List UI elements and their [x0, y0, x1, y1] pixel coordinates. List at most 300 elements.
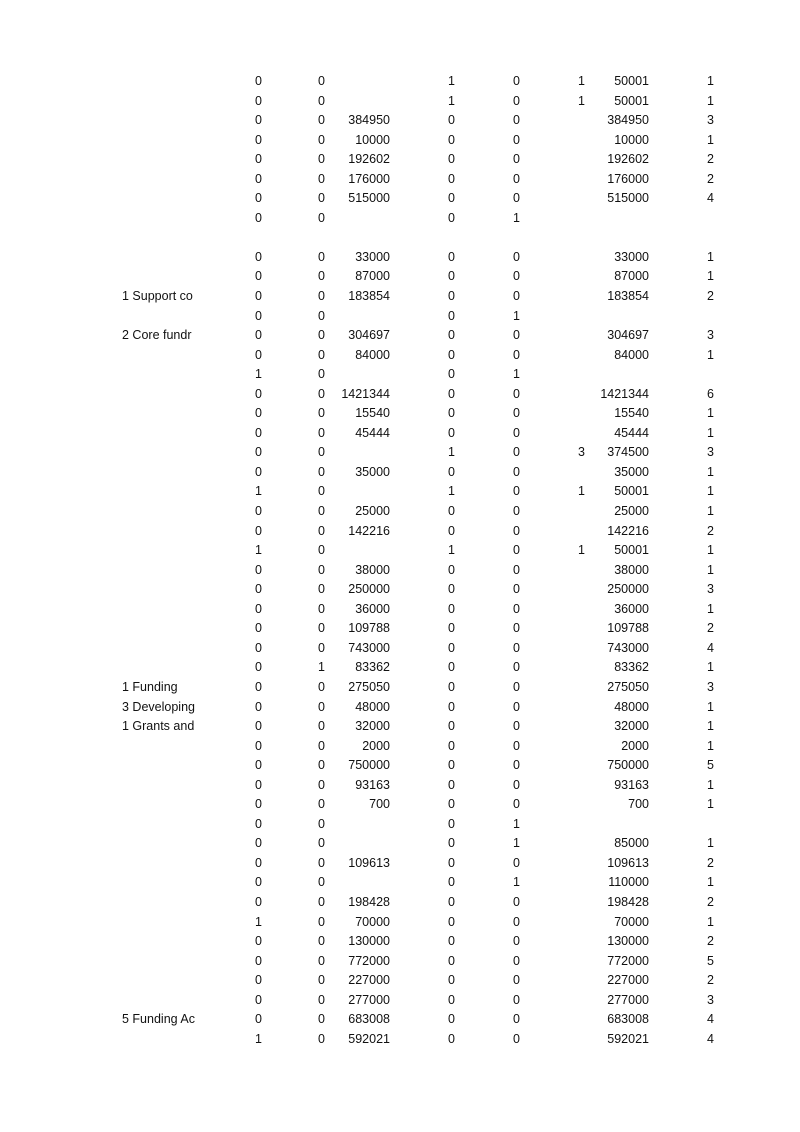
- table-cell: 0: [513, 152, 520, 167]
- table-cell: 2: [707, 934, 714, 949]
- table-cell: 0: [448, 621, 455, 636]
- table-cell: 0: [513, 249, 520, 264]
- table-row: [0, 952, 800, 972]
- table-cell: 0: [255, 308, 262, 323]
- table-cell: 0: [318, 836, 325, 851]
- table-cell: 1: [448, 484, 455, 499]
- table-cell: 1: [707, 914, 714, 929]
- table-cell: 1: [513, 308, 520, 323]
- table-row: [0, 111, 800, 131]
- row-label-cell: 2 Core fundr: [122, 328, 192, 343]
- table-row: [0, 326, 800, 346]
- table-cell: 0: [448, 992, 455, 1007]
- table-cell: 0: [255, 249, 262, 264]
- table-row: [0, 209, 800, 229]
- table-cell: 0: [255, 973, 262, 988]
- table-cell: 3: [707, 113, 714, 128]
- table-cell: 2: [707, 523, 714, 538]
- table-cell: 0: [255, 464, 262, 479]
- table-cell: 0: [448, 347, 455, 362]
- table-row: [0, 795, 800, 815]
- table-cell: 45444: [355, 425, 390, 440]
- table-cell: 515000: [607, 191, 649, 206]
- table-cell: 0: [318, 289, 325, 304]
- table-cell: 683008: [348, 1012, 390, 1027]
- table-cell: 50001: [614, 93, 649, 108]
- table-cell: 1: [707, 699, 714, 714]
- table-cell: 0: [448, 249, 455, 264]
- table-row: [0, 893, 800, 913]
- table-cell: 0: [255, 934, 262, 949]
- table-cell: 0: [318, 1031, 325, 1046]
- table-cell: 35000: [355, 464, 390, 479]
- table-cell: 1: [255, 484, 262, 499]
- table-row: [0, 443, 800, 463]
- table-cell: 87000: [355, 269, 390, 284]
- table-cell: 0: [448, 367, 455, 382]
- table-cell: 0: [513, 973, 520, 988]
- table-cell: 1: [707, 93, 714, 108]
- table-cell: 50001: [614, 543, 649, 558]
- table-cell: 1: [448, 445, 455, 460]
- table-cell: 6: [707, 386, 714, 401]
- table-cell: 0: [513, 269, 520, 284]
- table-cell: 0: [318, 445, 325, 460]
- table-cell: 0: [255, 171, 262, 186]
- table-cell: 2: [707, 894, 714, 909]
- table-cell: 0: [255, 758, 262, 773]
- table-cell: 0: [448, 132, 455, 147]
- table-cell: 0: [513, 738, 520, 753]
- table-cell: 0: [255, 816, 262, 831]
- table-cell: 0: [513, 464, 520, 479]
- table-cell: 2000: [362, 738, 390, 753]
- table-cell: 32000: [355, 719, 390, 734]
- table-cell: 0: [513, 797, 520, 812]
- table-row: [0, 854, 800, 874]
- table-cell: 0: [255, 621, 262, 636]
- table-cell: 0: [255, 894, 262, 909]
- table-cell: 0: [513, 777, 520, 792]
- table-cell: 1: [707, 132, 714, 147]
- table-cell: 0: [255, 855, 262, 870]
- table-cell: 183854: [607, 289, 649, 304]
- table-cell: 0: [255, 777, 262, 792]
- table-cell: 0: [448, 777, 455, 792]
- table-cell: 0: [513, 699, 520, 714]
- table-cell: 0: [318, 210, 325, 225]
- table-cell: 0: [448, 758, 455, 773]
- table-cell: 0: [513, 74, 520, 88]
- table-cell: 1: [707, 719, 714, 734]
- table-cell: 1: [707, 249, 714, 264]
- table-cell: 1: [448, 74, 455, 88]
- table-cell: 0: [255, 640, 262, 655]
- table-cell: 0: [448, 152, 455, 167]
- table-cell: 0: [318, 758, 325, 773]
- table-cell: 4: [707, 1031, 714, 1046]
- table-row: [0, 737, 800, 757]
- table-cell: 750000: [607, 758, 649, 773]
- table-cell: 0: [513, 484, 520, 499]
- table-cell: 0: [318, 640, 325, 655]
- table-cell: 1: [707, 543, 714, 558]
- table-cell: 0: [318, 953, 325, 968]
- table-cell: 0: [448, 855, 455, 870]
- table-cell: 743000: [607, 640, 649, 655]
- table-cell: 1: [255, 367, 262, 382]
- table-cell: 87000: [614, 269, 649, 284]
- table-cell: 683008: [607, 1012, 649, 1027]
- table-cell: 0: [255, 562, 262, 577]
- table-cell: 1421344: [600, 386, 649, 401]
- table-row: [0, 561, 800, 581]
- table-row: [0, 834, 800, 854]
- table-cell: 0: [448, 836, 455, 851]
- table-row: [0, 619, 800, 639]
- table-row: [0, 639, 800, 659]
- table-cell: 0: [513, 679, 520, 694]
- table-cell: 1: [578, 93, 585, 108]
- table-cell: 1: [707, 406, 714, 421]
- table-row: [0, 189, 800, 209]
- table-cell: 1: [707, 601, 714, 616]
- table-cell: 0: [448, 171, 455, 186]
- table-cell: 0: [255, 953, 262, 968]
- table-cell: 304697: [607, 328, 649, 343]
- table-cell: 15540: [355, 406, 390, 421]
- table-row: [0, 1010, 800, 1030]
- table-cell: 0: [513, 934, 520, 949]
- table-cell: 25000: [614, 504, 649, 519]
- table-cell: 1: [707, 269, 714, 284]
- table-cell: 0: [318, 152, 325, 167]
- table-cell: 0: [448, 308, 455, 323]
- table-cell: 0: [318, 875, 325, 890]
- table-cell: 0: [448, 464, 455, 479]
- table-cell: 50001: [614, 484, 649, 499]
- table-cell: 0: [513, 1012, 520, 1027]
- table-cell: 0: [255, 406, 262, 421]
- table-cell: 0: [318, 269, 325, 284]
- table-cell: 0: [318, 582, 325, 597]
- table-cell: 0: [318, 973, 325, 988]
- table-cell: 0: [255, 836, 262, 851]
- table-cell: 0: [318, 914, 325, 929]
- table-cell: 0: [513, 113, 520, 128]
- table-cell: 1: [707, 836, 714, 851]
- table-row: [0, 580, 800, 600]
- table-cell: 0: [448, 601, 455, 616]
- table-cell: 0: [448, 1012, 455, 1027]
- table-cell: 0: [255, 210, 262, 225]
- table-cell: 0: [255, 386, 262, 401]
- table-cell: 3: [707, 679, 714, 694]
- table-cell: 227000: [348, 973, 390, 988]
- table-row: [0, 658, 800, 678]
- table-cell: 1: [513, 367, 520, 382]
- table-cell: 0: [513, 171, 520, 186]
- table-cell: 1: [707, 74, 714, 88]
- table-cell: 0: [448, 973, 455, 988]
- table-cell: 0: [513, 386, 520, 401]
- table-cell: 227000: [607, 973, 649, 988]
- table-cell: 0: [318, 171, 325, 186]
- table-row: [0, 307, 800, 327]
- table-row: [0, 522, 800, 542]
- table-cell: 0: [513, 953, 520, 968]
- table-cell: 0: [448, 406, 455, 421]
- table-cell: 384950: [607, 113, 649, 128]
- table-cell: 0: [255, 113, 262, 128]
- table-cell: 0: [255, 328, 262, 343]
- table-cell: 515000: [348, 191, 390, 206]
- table-row: [0, 346, 800, 366]
- table-cell: 700: [369, 797, 390, 812]
- table-row: [0, 600, 800, 620]
- row-label-cell: 1 Support co: [122, 289, 193, 304]
- table-cell: 0: [448, 719, 455, 734]
- table-row: [0, 541, 800, 561]
- table-cell: 250000: [607, 582, 649, 597]
- table-cell: 70000: [355, 914, 390, 929]
- table-cell: 0: [318, 523, 325, 538]
- table-cell: 0: [448, 738, 455, 753]
- table-cell: 1: [707, 562, 714, 577]
- table-row: [0, 365, 800, 385]
- table-cell: 176000: [348, 171, 390, 186]
- table-cell: 0: [255, 132, 262, 147]
- table-cell: 0: [255, 582, 262, 597]
- table-cell: 1: [578, 484, 585, 499]
- table-cell: 277000: [348, 992, 390, 1007]
- table-cell: 83362: [614, 660, 649, 675]
- table-cell: 1: [448, 543, 455, 558]
- table-cell: 0: [448, 816, 455, 831]
- table-cell: 130000: [607, 934, 649, 949]
- table-cell: 2: [707, 855, 714, 870]
- table-cell: 0: [318, 543, 325, 558]
- table-cell: 250000: [348, 582, 390, 597]
- table-cell: 183854: [348, 289, 390, 304]
- table-cell: 0: [255, 445, 262, 460]
- table-row: [0, 482, 800, 502]
- table-cell: 2: [707, 621, 714, 636]
- table-cell: 32000: [614, 719, 649, 734]
- table-cell: 0: [255, 289, 262, 304]
- table-cell: 0: [513, 132, 520, 147]
- table-cell: 0: [513, 640, 520, 655]
- table-cell: 33000: [355, 249, 390, 264]
- table-cell: 0: [255, 992, 262, 1007]
- table-cell: 0: [513, 660, 520, 675]
- table-cell: 592021: [607, 1031, 649, 1046]
- table-cell: 0: [448, 914, 455, 929]
- table-cell: 0: [318, 464, 325, 479]
- table-cell: 0: [255, 875, 262, 890]
- table-cell: 0: [513, 445, 520, 460]
- table-cell: 0: [255, 679, 262, 694]
- table-cell: 1: [707, 875, 714, 890]
- table-cell: 0: [318, 93, 325, 108]
- table-cell: 0: [255, 152, 262, 167]
- table-cell: 0: [513, 406, 520, 421]
- table-cell: 93163: [614, 777, 649, 792]
- table-cell: 0: [255, 719, 262, 734]
- table-cell: 0: [255, 269, 262, 284]
- table-cell: 0: [318, 699, 325, 714]
- table-cell: 45444: [614, 425, 649, 440]
- table-cell: 192602: [607, 152, 649, 167]
- table-row: [0, 717, 800, 737]
- table-cell: 0: [255, 699, 262, 714]
- table-cell: 0: [318, 347, 325, 362]
- table-cell: 0: [318, 425, 325, 440]
- table-cell: 0: [318, 816, 325, 831]
- table-cell: 0: [318, 562, 325, 577]
- table-cell: 0: [448, 562, 455, 577]
- table-row: [0, 776, 800, 796]
- table-cell: 0: [448, 582, 455, 597]
- table-cell: 33000: [614, 249, 649, 264]
- table-cell: 0: [448, 386, 455, 401]
- table-cell: 2: [707, 171, 714, 186]
- table-cell: 1: [255, 543, 262, 558]
- table-row: [0, 756, 800, 776]
- table-cell: 85000: [614, 836, 649, 851]
- table-cell: 0: [448, 934, 455, 949]
- table-cell: 0: [448, 328, 455, 343]
- table-cell: 35000: [614, 464, 649, 479]
- table-cell: 192602: [348, 152, 390, 167]
- table-cell: 4: [707, 1012, 714, 1027]
- table-cell: 0: [513, 562, 520, 577]
- table-cell: 38000: [355, 562, 390, 577]
- table-cell: 0: [448, 679, 455, 694]
- table-cell: 4: [707, 640, 714, 655]
- table-cell: 0: [318, 777, 325, 792]
- spreadsheet-page: [0, 72, 800, 1049]
- table-cell: 1: [513, 836, 520, 851]
- table-cell: 0: [318, 406, 325, 421]
- table-row: [0, 815, 800, 835]
- table-cell: 198428: [607, 894, 649, 909]
- row-label-cell: 3 Developing: [122, 699, 195, 714]
- table-row: [0, 913, 800, 933]
- table-cell: 0: [318, 367, 325, 382]
- table-cell: 2: [707, 152, 714, 167]
- table-cell: 1: [707, 484, 714, 499]
- table-cell: 0: [513, 914, 520, 929]
- table-cell: 15540: [614, 406, 649, 421]
- table-cell: 304697: [348, 328, 390, 343]
- table-cell: 130000: [348, 934, 390, 949]
- table-cell: 0: [318, 855, 325, 870]
- table-cell: 0: [318, 934, 325, 949]
- table-row: [0, 463, 800, 483]
- row-label-cell: 5 Funding Ac: [122, 1012, 195, 1027]
- table-row: [0, 971, 800, 991]
- table-cell: 2: [707, 289, 714, 304]
- table-row: [0, 150, 800, 170]
- table-cell: 0: [448, 699, 455, 714]
- table-row: [0, 228, 800, 248]
- table-cell: 3: [707, 582, 714, 597]
- table-cell: 0: [318, 894, 325, 909]
- table-cell: 38000: [614, 562, 649, 577]
- table-cell: 750000: [348, 758, 390, 773]
- table-cell: 0: [513, 93, 520, 108]
- table-cell: 10000: [355, 132, 390, 147]
- table-cell: 1: [707, 464, 714, 479]
- table-cell: 25000: [355, 504, 390, 519]
- table-cell: 0: [318, 738, 325, 753]
- table-cell: 3: [578, 445, 585, 460]
- table-cell: 0: [448, 504, 455, 519]
- table-cell: 142216: [607, 523, 649, 538]
- table-cell: 592021: [348, 1031, 390, 1046]
- table-cell: 36000: [614, 601, 649, 616]
- table-row: [0, 248, 800, 268]
- table-row: [0, 170, 800, 190]
- table-cell: 772000: [348, 953, 390, 968]
- table-cell: 110000: [608, 875, 649, 890]
- table-row: [0, 991, 800, 1011]
- table-cell: 3: [707, 992, 714, 1007]
- table-cell: 48000: [614, 699, 649, 714]
- table-cell: 1: [578, 74, 585, 88]
- table-cell: 0: [255, 1012, 262, 1027]
- table-cell: 70000: [614, 914, 649, 929]
- table-cell: 374500: [607, 445, 649, 460]
- table-row: [0, 267, 800, 287]
- table-cell: 0: [318, 484, 325, 499]
- table-cell: 0: [255, 523, 262, 538]
- table-cell: 0: [318, 797, 325, 812]
- table-cell: 0: [255, 601, 262, 616]
- table-cell: 1: [707, 425, 714, 440]
- table-cell: 142216: [348, 523, 390, 538]
- table-row: [0, 287, 800, 307]
- table-cell: 0: [255, 738, 262, 753]
- table-cell: 36000: [355, 601, 390, 616]
- table-cell: 0: [318, 601, 325, 616]
- table-row: [0, 932, 800, 952]
- table-cell: 0: [448, 289, 455, 304]
- table-cell: 1: [707, 738, 714, 753]
- table-cell: 0: [513, 758, 520, 773]
- table-cell: 0: [448, 640, 455, 655]
- table-row: [0, 385, 800, 405]
- table-cell: 384950: [348, 113, 390, 128]
- table-cell: 0: [513, 992, 520, 1007]
- table-cell: 0: [513, 543, 520, 558]
- table-cell: 198428: [348, 894, 390, 909]
- table-cell: 0: [513, 719, 520, 734]
- table-row: [0, 1030, 800, 1050]
- table-cell: 0: [448, 894, 455, 909]
- table-cell: 1: [707, 504, 714, 519]
- table-cell: 0: [448, 523, 455, 538]
- table-cell: 0: [513, 601, 520, 616]
- table-cell: 109788: [348, 621, 390, 636]
- table-cell: 0: [513, 582, 520, 597]
- table-cell: 3: [707, 328, 714, 343]
- table-cell: 1: [707, 347, 714, 362]
- table-cell: 0: [255, 660, 262, 675]
- table-cell: 772000: [607, 953, 649, 968]
- table-cell: 0: [513, 191, 520, 206]
